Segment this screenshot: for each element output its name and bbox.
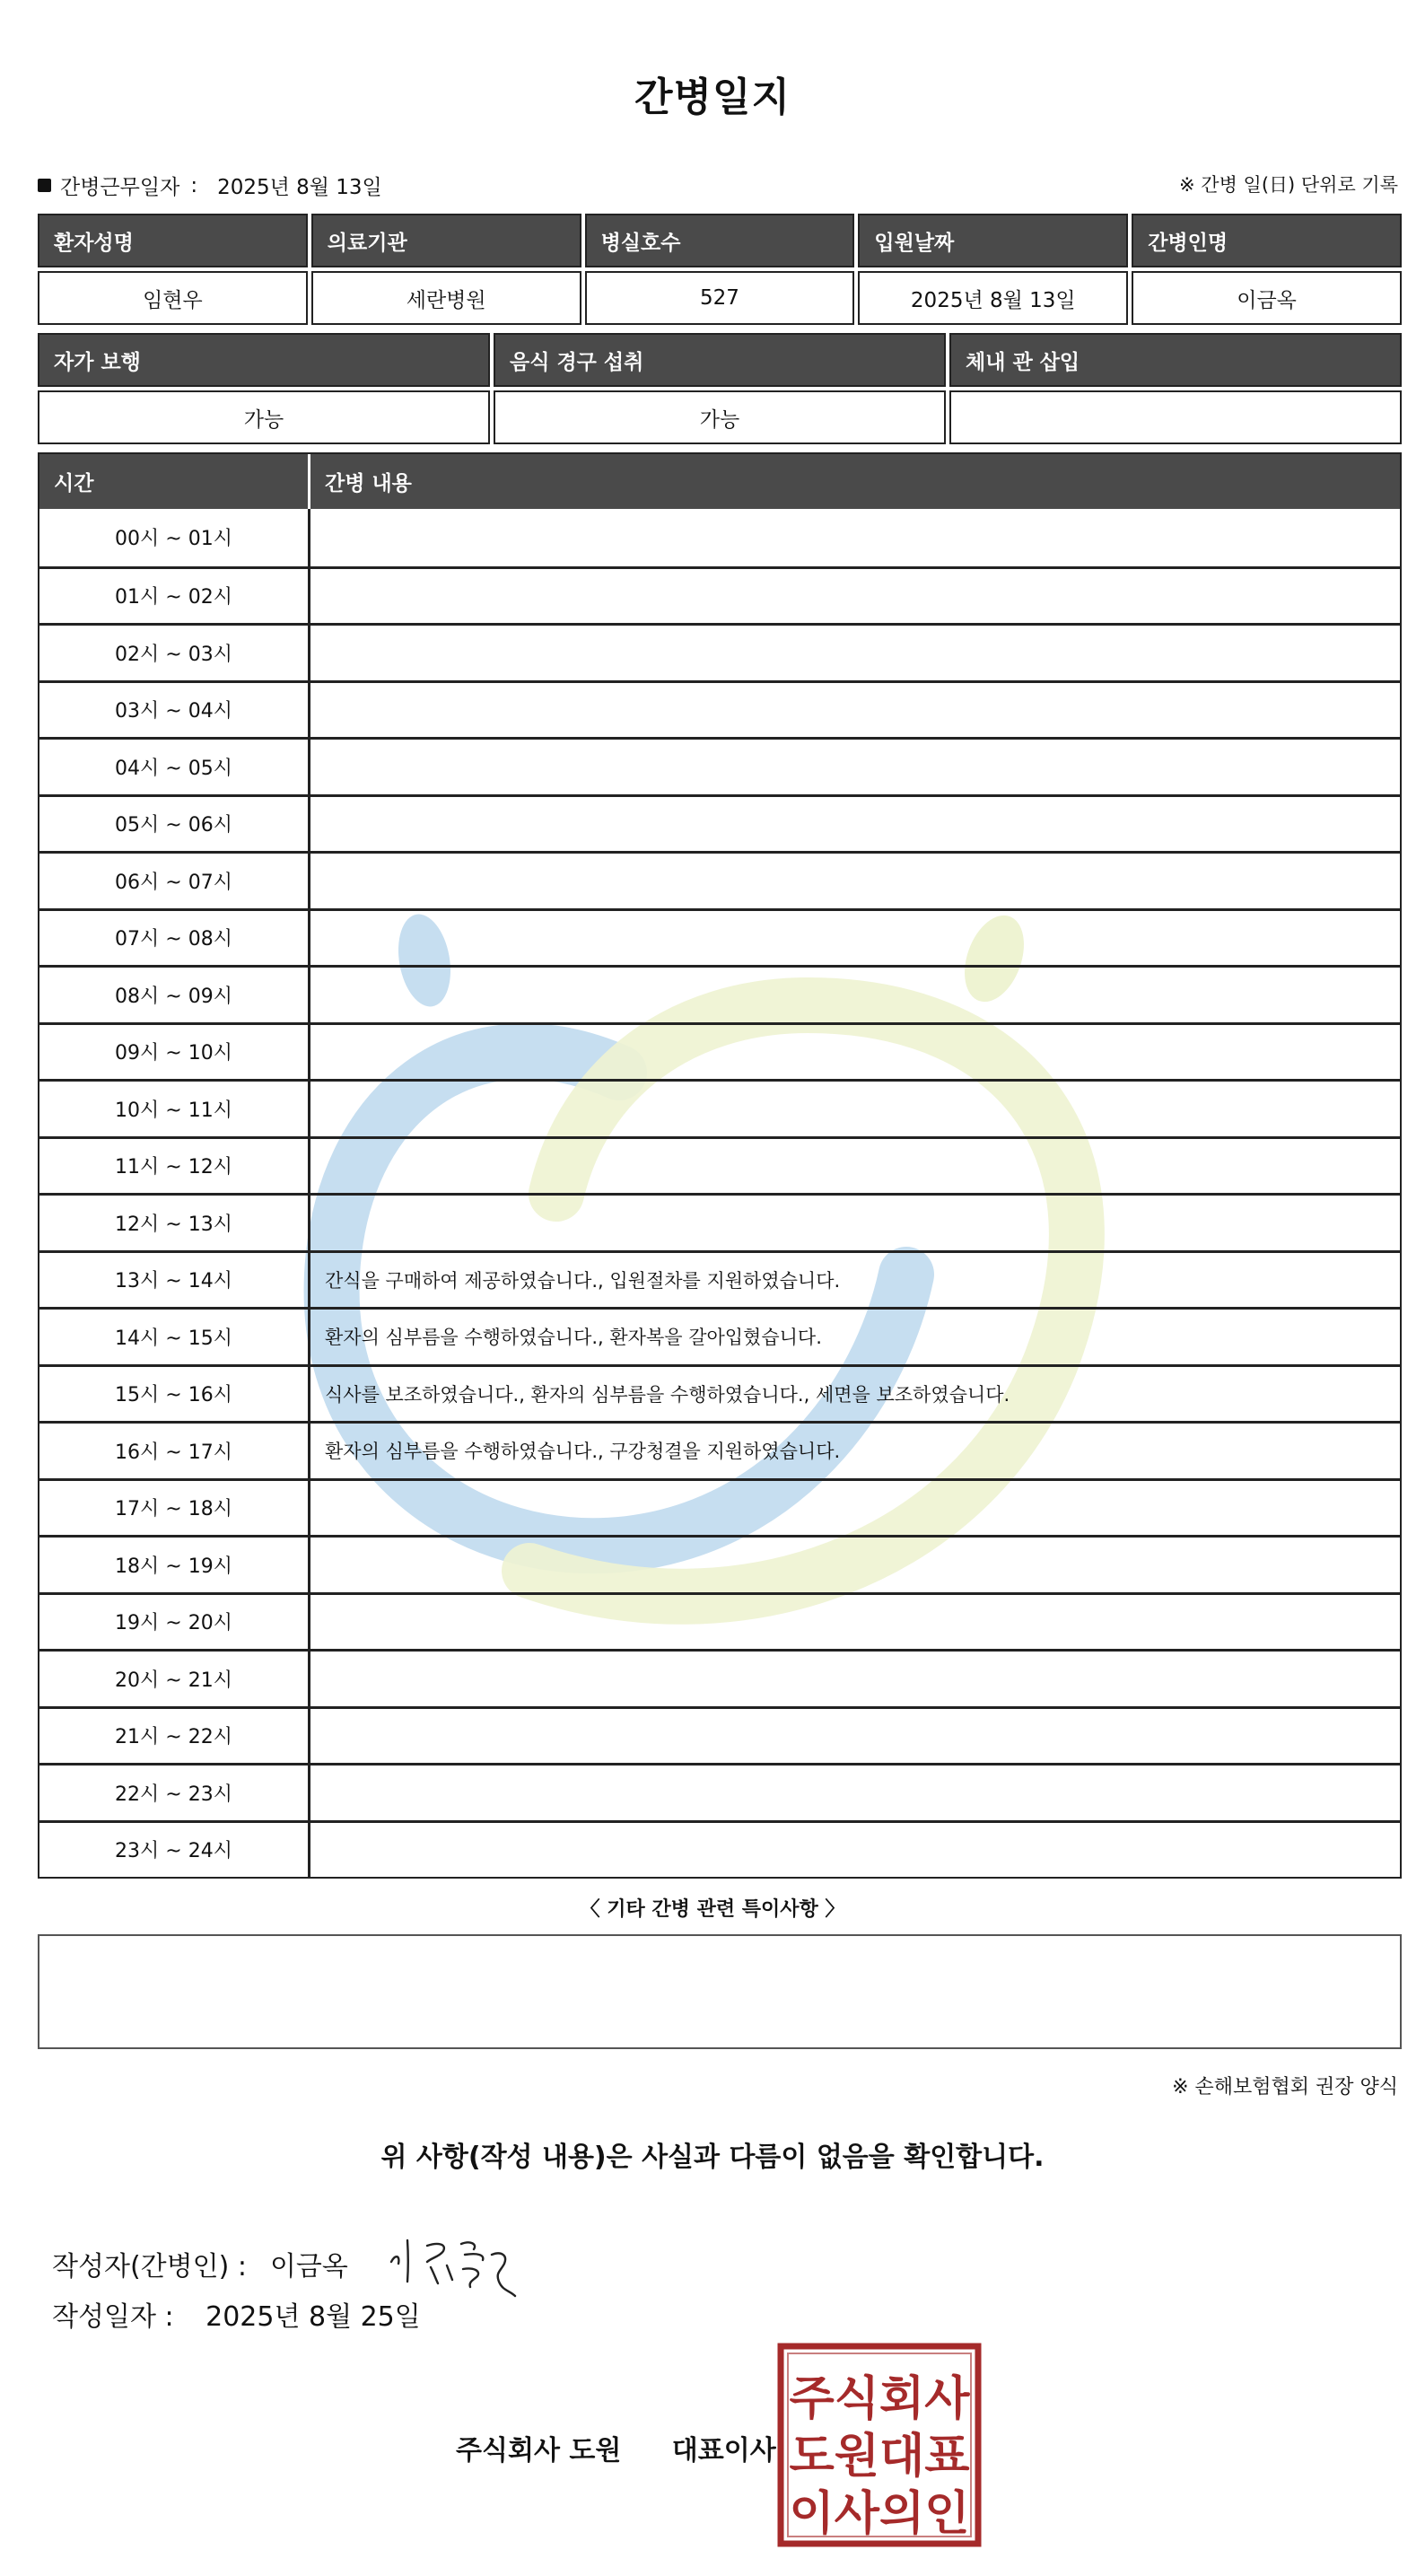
writer-name: 이금옥 xyxy=(269,2251,348,2282)
care-log-row xyxy=(39,737,1400,794)
header-self-walking: 자가 보행 xyxy=(38,333,490,387)
care-log-content xyxy=(310,1481,1400,1536)
care-log-time: 03시 ~ 04시 xyxy=(39,683,310,738)
care-log-row xyxy=(39,1307,1400,1364)
care-log-time: 13시 ~ 14시 xyxy=(39,1253,310,1308)
care-log-row xyxy=(39,1364,1400,1422)
care-log-time: 14시 ~ 15시 xyxy=(39,1310,310,1364)
care-log-row xyxy=(39,908,1400,966)
care-log-time: 06시 ~ 07시 xyxy=(39,854,310,908)
care-log-time: 21시 ~ 22시 xyxy=(39,1709,310,1764)
self-walking-value: 가능 xyxy=(38,390,490,444)
content-header: 간병 내용 xyxy=(325,472,412,495)
work-date-colon: : xyxy=(190,173,198,197)
oral-intake-value: 가능 xyxy=(494,390,946,444)
care-log-row xyxy=(39,794,1400,852)
care-log-time: 18시 ~ 19시 xyxy=(39,1538,310,1592)
care-log-content xyxy=(310,797,1400,852)
confirmation-statement: 위 사항(작성 내용)은 사실과 다름이 없음을 확인합니다. xyxy=(380,2142,1045,2173)
care-log-content xyxy=(310,1766,1400,1820)
time-header: 시간 xyxy=(39,454,310,509)
care-log-content xyxy=(310,1538,1400,1592)
work-date-value: 2025년 8월 13일 xyxy=(217,176,382,199)
square-bullet-icon xyxy=(38,179,51,192)
header-oral-intake: 음식 경구 섭취 xyxy=(494,333,946,387)
care-log-time: 01시 ~ 02시 xyxy=(39,569,310,624)
company-line xyxy=(456,2428,776,2467)
care-log-row xyxy=(39,1079,1400,1136)
care-log-content: 환자의 심부름을 수행하였습니다., 구강청결을 지원하였습니다. xyxy=(325,1441,841,1463)
care-log-content xyxy=(310,1709,1400,1764)
care-log-row xyxy=(39,1706,1400,1764)
svg-text:도원대표: 도원대표 xyxy=(789,2430,970,2484)
care-log-row xyxy=(39,566,1400,624)
handwritten-signature xyxy=(384,2228,528,2300)
care-log-row xyxy=(39,680,1400,738)
care-log-header-row xyxy=(39,454,1400,509)
hospital-name: 세란병원 xyxy=(311,271,581,325)
care-log-row xyxy=(39,1022,1400,1080)
care-log-content xyxy=(310,854,1400,908)
care-log-time: 16시 ~ 17시 xyxy=(39,1424,310,1478)
patient-name: 임현우 xyxy=(38,271,308,325)
care-log-content: 환자의 심부름을 수행하였습니다., 환자복을 갈아입혔습니다. xyxy=(325,1327,822,1349)
patient-status-table xyxy=(38,333,1402,444)
svg-text:주식회사: 주식회사 xyxy=(789,2372,970,2426)
care-log-row xyxy=(39,1478,1400,1536)
care-log-content xyxy=(310,1595,1400,1650)
care-log-row xyxy=(39,1592,1400,1650)
care-log-row xyxy=(39,965,1400,1022)
header-hospital: 의료기관 xyxy=(311,214,581,267)
care-log-table xyxy=(38,452,1402,1879)
header-patient-name: 환자성명 xyxy=(38,214,308,267)
care-log-content xyxy=(310,683,1400,738)
care-log-row xyxy=(39,1193,1400,1250)
etc-notes-title: 〈 기타 간병 관련 특이사항 〉 xyxy=(580,1898,845,1921)
care-log-content: 식사를 보조하였습니다., 환자의 심부름을 수행하였습니다., 세면을 보조하였습니다. xyxy=(325,1383,1010,1406)
care-log-time: 09시 ~ 10시 xyxy=(39,1025,310,1080)
care-log-time: 15시 ~ 16시 xyxy=(39,1367,310,1422)
care-log-row xyxy=(39,1250,1400,1308)
care-log-row xyxy=(39,509,1400,566)
care-log-row xyxy=(39,1535,1400,1592)
care-log-row xyxy=(39,1421,1400,1478)
tube-insertion-value xyxy=(949,390,1402,444)
ceo-title: 대표이사 xyxy=(671,2435,776,2466)
company-name: 주식회사 도원 xyxy=(456,2435,622,2466)
care-log-time: 20시 ~ 21시 xyxy=(39,1652,310,1706)
header-room-number: 병실호수 xyxy=(585,214,855,267)
care-log-content: 간식을 구매하여 제공하였습니다., 입원절차를 지원하였습니다. xyxy=(325,1269,841,1292)
care-log-row xyxy=(39,1136,1400,1194)
care-log-time: 12시 ~ 13시 xyxy=(39,1196,310,1250)
care-log-row xyxy=(39,1820,1400,1878)
care-log-content xyxy=(310,1025,1400,1080)
header-caregiver-name: 간병인명 xyxy=(1132,214,1402,267)
writer-line xyxy=(52,2228,528,2300)
written-date-label: 작성일자 : xyxy=(52,2301,174,2333)
caregiver-name: 이금옥 xyxy=(1132,271,1402,325)
care-log-content xyxy=(310,626,1400,680)
care-log-time: 19시 ~ 20시 xyxy=(39,1595,310,1650)
writer-label: 작성자(간병인) : xyxy=(52,2251,247,2282)
care-log-content xyxy=(310,1082,1400,1136)
care-log-time: 23시 ~ 24시 xyxy=(39,1823,310,1878)
admission-date: 2025년 8월 13일 xyxy=(858,271,1128,325)
work-date-label: 간병근무일자 xyxy=(60,176,180,199)
work-date xyxy=(38,171,382,200)
care-log-content xyxy=(310,569,1400,624)
care-log-time: 00시 ~ 01시 xyxy=(39,509,310,566)
header-tube-insertion: 체내 관 삽입 xyxy=(949,333,1402,387)
care-log-content xyxy=(310,1652,1400,1706)
care-log-content xyxy=(310,509,1400,566)
care-log-time: 11시 ~ 12시 xyxy=(39,1139,310,1194)
care-log-row xyxy=(39,1763,1400,1820)
care-log-time: 07시 ~ 08시 xyxy=(39,911,310,966)
care-log-content xyxy=(310,911,1400,966)
care-log-content xyxy=(310,968,1400,1022)
care-log-time: 08시 ~ 09시 xyxy=(39,968,310,1022)
header-admission-date: 입원날짜 xyxy=(858,214,1128,267)
care-log-content xyxy=(310,1823,1400,1878)
care-log-row xyxy=(39,1649,1400,1706)
care-log-time: 05시 ~ 06시 xyxy=(39,797,310,852)
daily-record-note: ※ 간병 일(日) 단위로 기록 xyxy=(1179,174,1398,196)
care-log-row xyxy=(39,851,1400,908)
etc-notes-box xyxy=(38,1934,1402,2049)
page-title: 간병일지 xyxy=(634,74,791,120)
care-log-time: 10시 ~ 11시 xyxy=(39,1082,310,1136)
insurer-form-note: ※ 손해보험협회 권장 양식 xyxy=(1172,2076,1398,2098)
room-number: 527 xyxy=(585,271,855,325)
care-log-row xyxy=(39,623,1400,680)
patient-info-table xyxy=(38,214,1402,325)
written-date-line xyxy=(52,2294,421,2334)
care-log-time: 22시 ~ 23시 xyxy=(39,1766,310,1820)
care-log-time: 04시 ~ 05시 xyxy=(39,740,310,794)
care-log-time: 17시 ~ 18시 xyxy=(39,1481,310,1536)
svg-text:이사의인: 이사의인 xyxy=(789,2487,970,2541)
care-log-time: 02시 ~ 03시 xyxy=(39,626,310,680)
company-seal-stamp xyxy=(777,2343,982,2547)
care-log-content xyxy=(310,1139,1400,1194)
written-date-value: 2025년 8월 25일 xyxy=(205,2301,421,2333)
care-log-content xyxy=(310,740,1400,794)
care-log-content xyxy=(310,1196,1400,1250)
care-log-rows xyxy=(39,509,1400,1877)
